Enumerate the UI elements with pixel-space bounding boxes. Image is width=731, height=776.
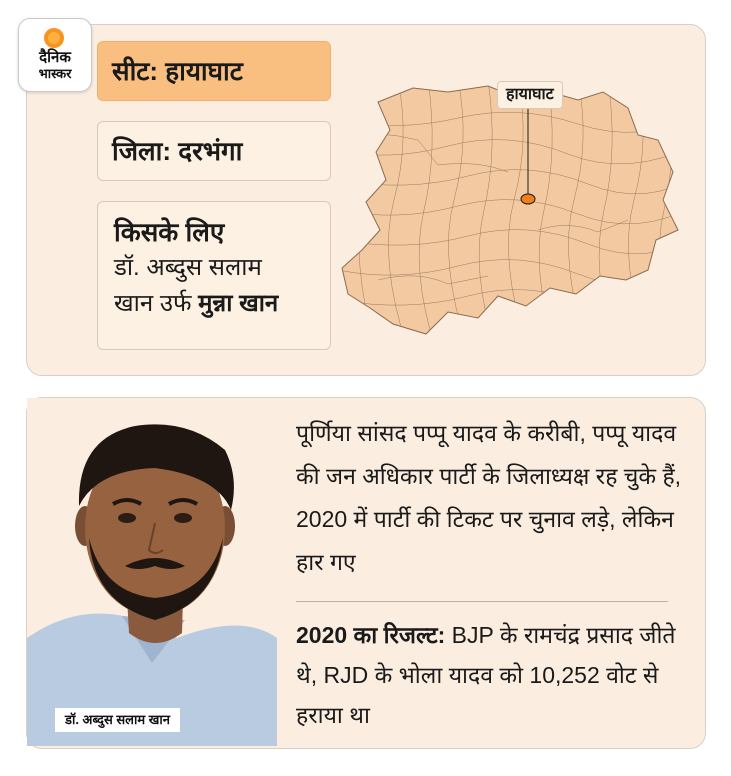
- candidate-description: पूर्णिया सांसद पप्पू यादव के करीबी, पप्पू यादव की जन अधिकार पार्टी के जिलाध्यक्ष रह चुके हैं, 2020 में पार्टी की टिकट पर चुनाव लड़े, लेकिन हार गए: [296, 420, 682, 575]
- for-label: किसके लिए: [114, 217, 225, 247]
- hayaghat-marker: [521, 194, 535, 204]
- logo-line1: दैनिक: [39, 49, 71, 66]
- photo-caption: डॉ. अब्दुस सलाम खान: [55, 708, 180, 732]
- seat-label: सीट: हायाघाट: [97, 41, 331, 101]
- candidate-nickname: मुन्ना खान: [198, 290, 279, 317]
- result-text: BJP के रामचंद्र प्रसाद जीते थे, RJD के भोला यादव को 10,252 वोट से हराया था: [296, 622, 676, 728]
- candidate-name-line1: डॉ. अब्दुस सलाम: [114, 254, 262, 281]
- candidate-photo: [27, 398, 277, 746]
- map-seat-label: हायाघाट: [497, 81, 563, 109]
- candidate-name-line2: [114, 286, 320, 322]
- sun-icon: [43, 27, 65, 49]
- section-divider: [296, 601, 668, 602]
- logo-line2: भास्कर: [38, 66, 72, 81]
- district-label: जिला: दरभंगा: [97, 121, 331, 181]
- candidate-box: [97, 201, 331, 350]
- result-label: 2020 का रिजल्ट:: [296, 622, 446, 648]
- election-result: [296, 615, 696, 735]
- map-outline: [342, 86, 678, 334]
- bihar-map: [338, 80, 698, 350]
- candidate-name-prefix: खान उर्फ: [114, 290, 199, 317]
- dainik-bhaskar-logo: [18, 18, 92, 92]
